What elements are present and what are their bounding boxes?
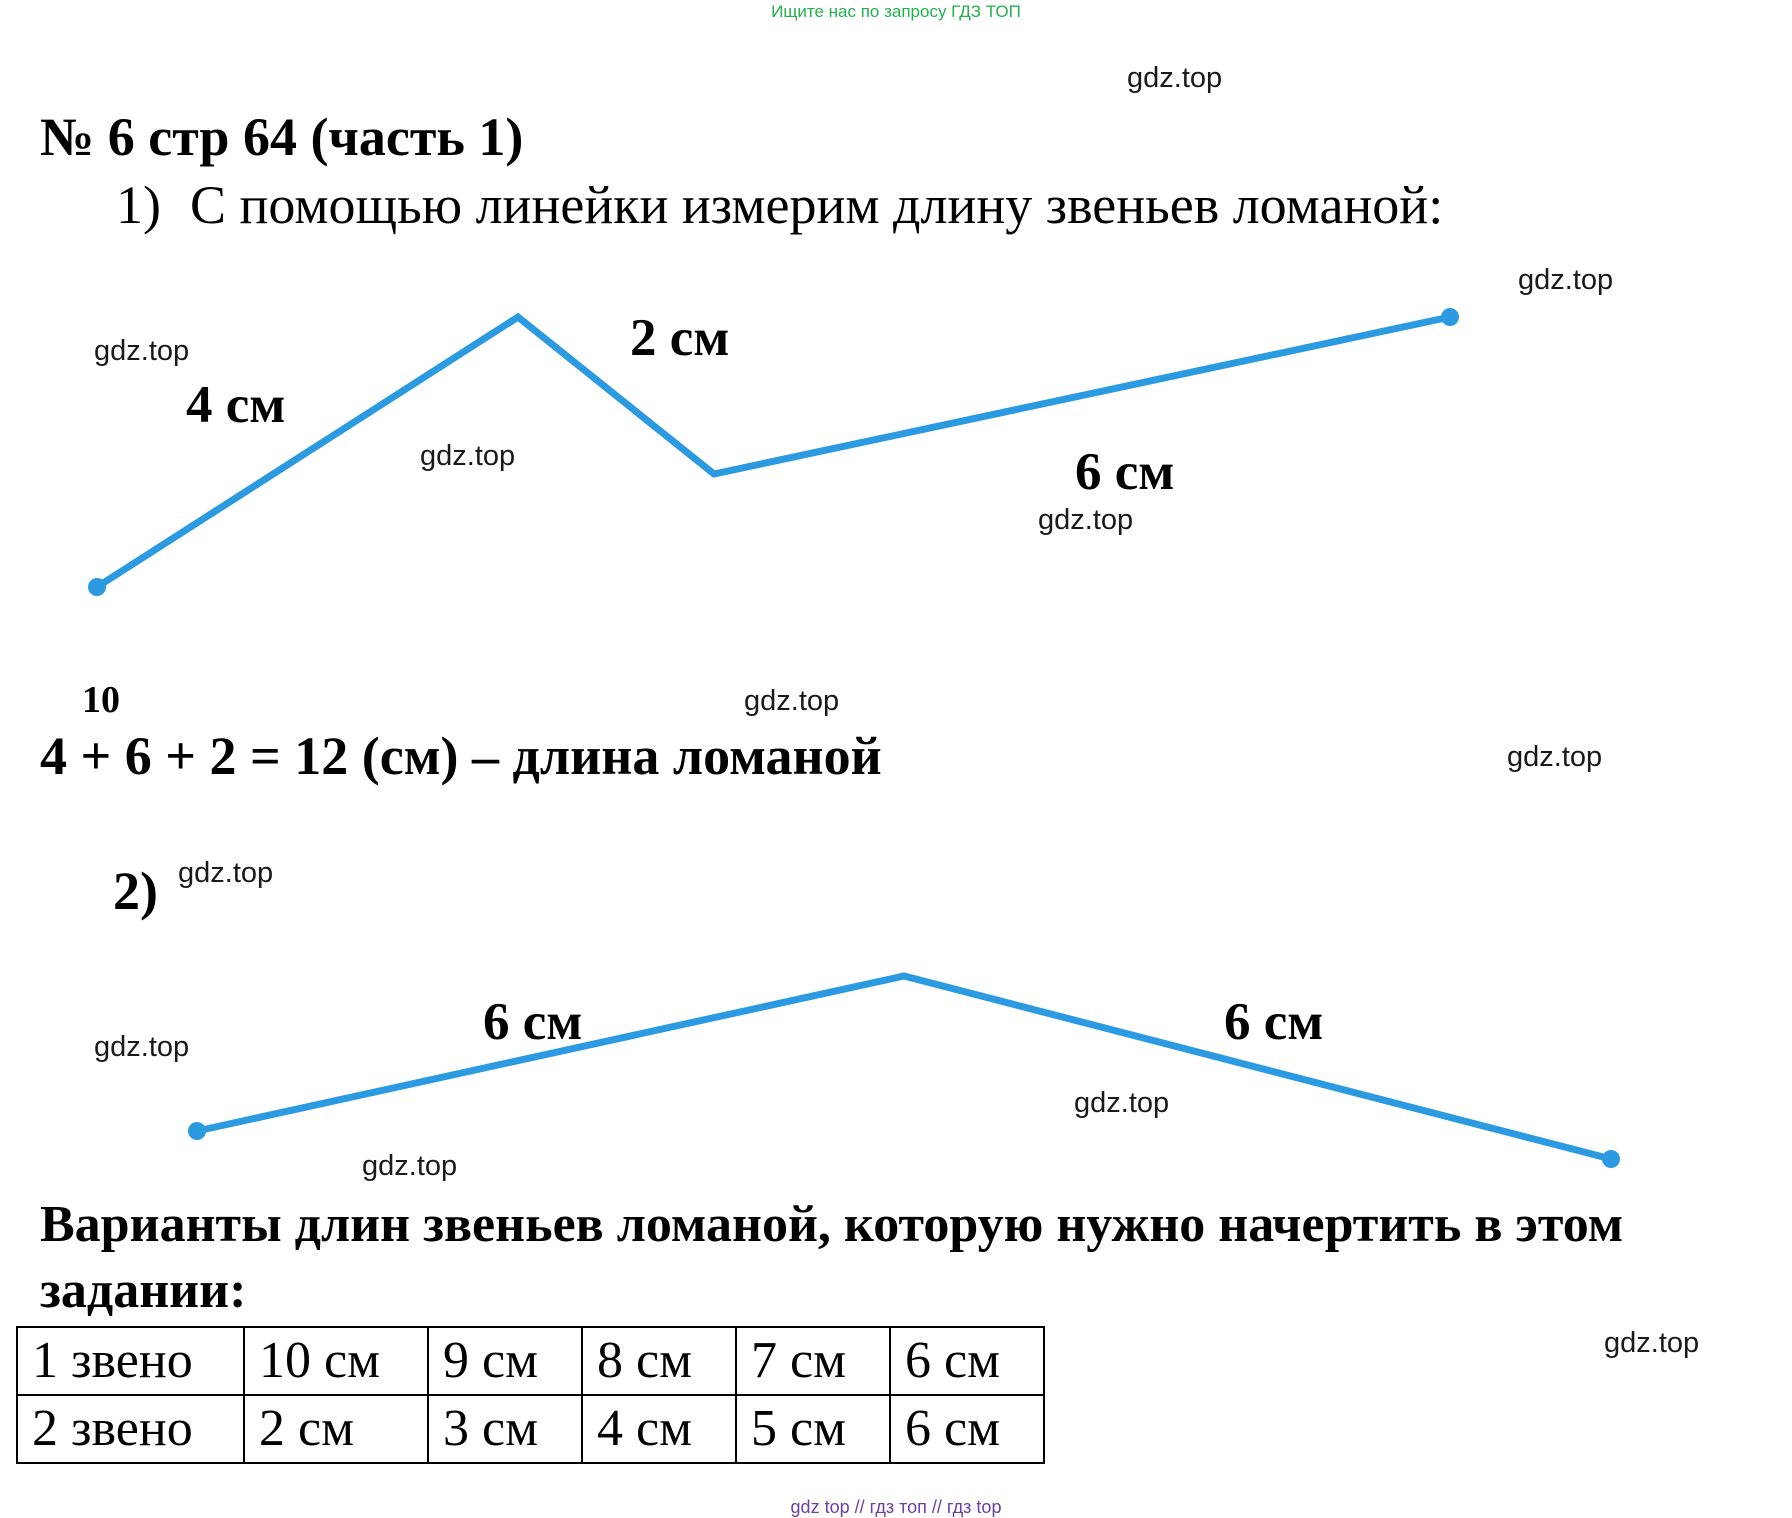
watermark: gdz.top	[744, 685, 840, 717]
watermark: gdz.top	[1038, 504, 1134, 536]
table-cell: 10 см	[244, 1327, 428, 1395]
segment-label: 4 см	[186, 376, 286, 434]
watermark: gdz.top	[1604, 1327, 1700, 1359]
step1-number: 1)	[116, 175, 161, 235]
footer-links[interactable]: gdz top // гдз топ // гдз top	[790, 1497, 1002, 1517]
polyline-2-start-point	[188, 1122, 206, 1140]
watermark: gdz.top	[1127, 62, 1223, 94]
watermark: gdz.top	[1518, 264, 1614, 296]
table-cell: 2 звено	[17, 1395, 244, 1463]
table-row	[17, 1327, 1044, 1395]
step1-text: С помощью линейки измерим длину звеньев ломаной:	[190, 175, 1444, 235]
search-hint-link[interactable]: Ищите нас по запросу ГДЗ ТОП	[771, 2, 1021, 21]
step2-number: 2)	[113, 861, 158, 921]
segment-label: 2 см	[630, 309, 730, 367]
table-cell: 7 см	[736, 1327, 890, 1395]
polyline-2-end-point	[1602, 1150, 1620, 1168]
segment-lengths-table	[16, 1326, 1045, 1464]
segment-label: 6 см	[1224, 993, 1324, 1051]
table-cell: 1 звено	[17, 1327, 244, 1395]
table-cell: 8 см	[582, 1327, 736, 1395]
total-length-equation: 4 + 6 + 2 = 12 (см) – длина ломаной	[40, 726, 882, 786]
polyline-1-end-point	[1441, 308, 1459, 326]
table-cell: 9 см	[428, 1327, 582, 1395]
table-cell: 6 см	[890, 1395, 1044, 1463]
exercise-title: № 6 стр 64 (часть 1)	[40, 107, 524, 167]
table-cell: 4 см	[582, 1395, 736, 1463]
variants-heading: Варианты длин звеньев ломаной, которую нужно начертить в этом задании:	[40, 1196, 1624, 1319]
note-number: 10	[82, 679, 120, 721]
table-row	[17, 1395, 1044, 1463]
watermark: gdz.top	[1507, 741, 1603, 773]
table-cell: 6 см	[890, 1327, 1044, 1395]
watermark: gdz.top	[1074, 1087, 1170, 1119]
watermark: gdz.top	[420, 440, 516, 472]
polyline-1	[97, 317, 1450, 587]
table-cell: 5 см	[736, 1395, 890, 1463]
segment-label: 6 см	[1075, 443, 1175, 501]
watermark: gdz.top	[94, 1031, 190, 1063]
watermark: gdz.top	[94, 335, 190, 367]
table-cell: 2 см	[244, 1395, 428, 1463]
polyline-1-start-point	[88, 578, 106, 596]
segment-label: 6 см	[483, 993, 583, 1051]
watermark: gdz.top	[362, 1150, 458, 1182]
watermark: gdz.top	[178, 857, 274, 889]
polyline-2	[197, 976, 1611, 1159]
table-cell: 3 см	[428, 1395, 582, 1463]
